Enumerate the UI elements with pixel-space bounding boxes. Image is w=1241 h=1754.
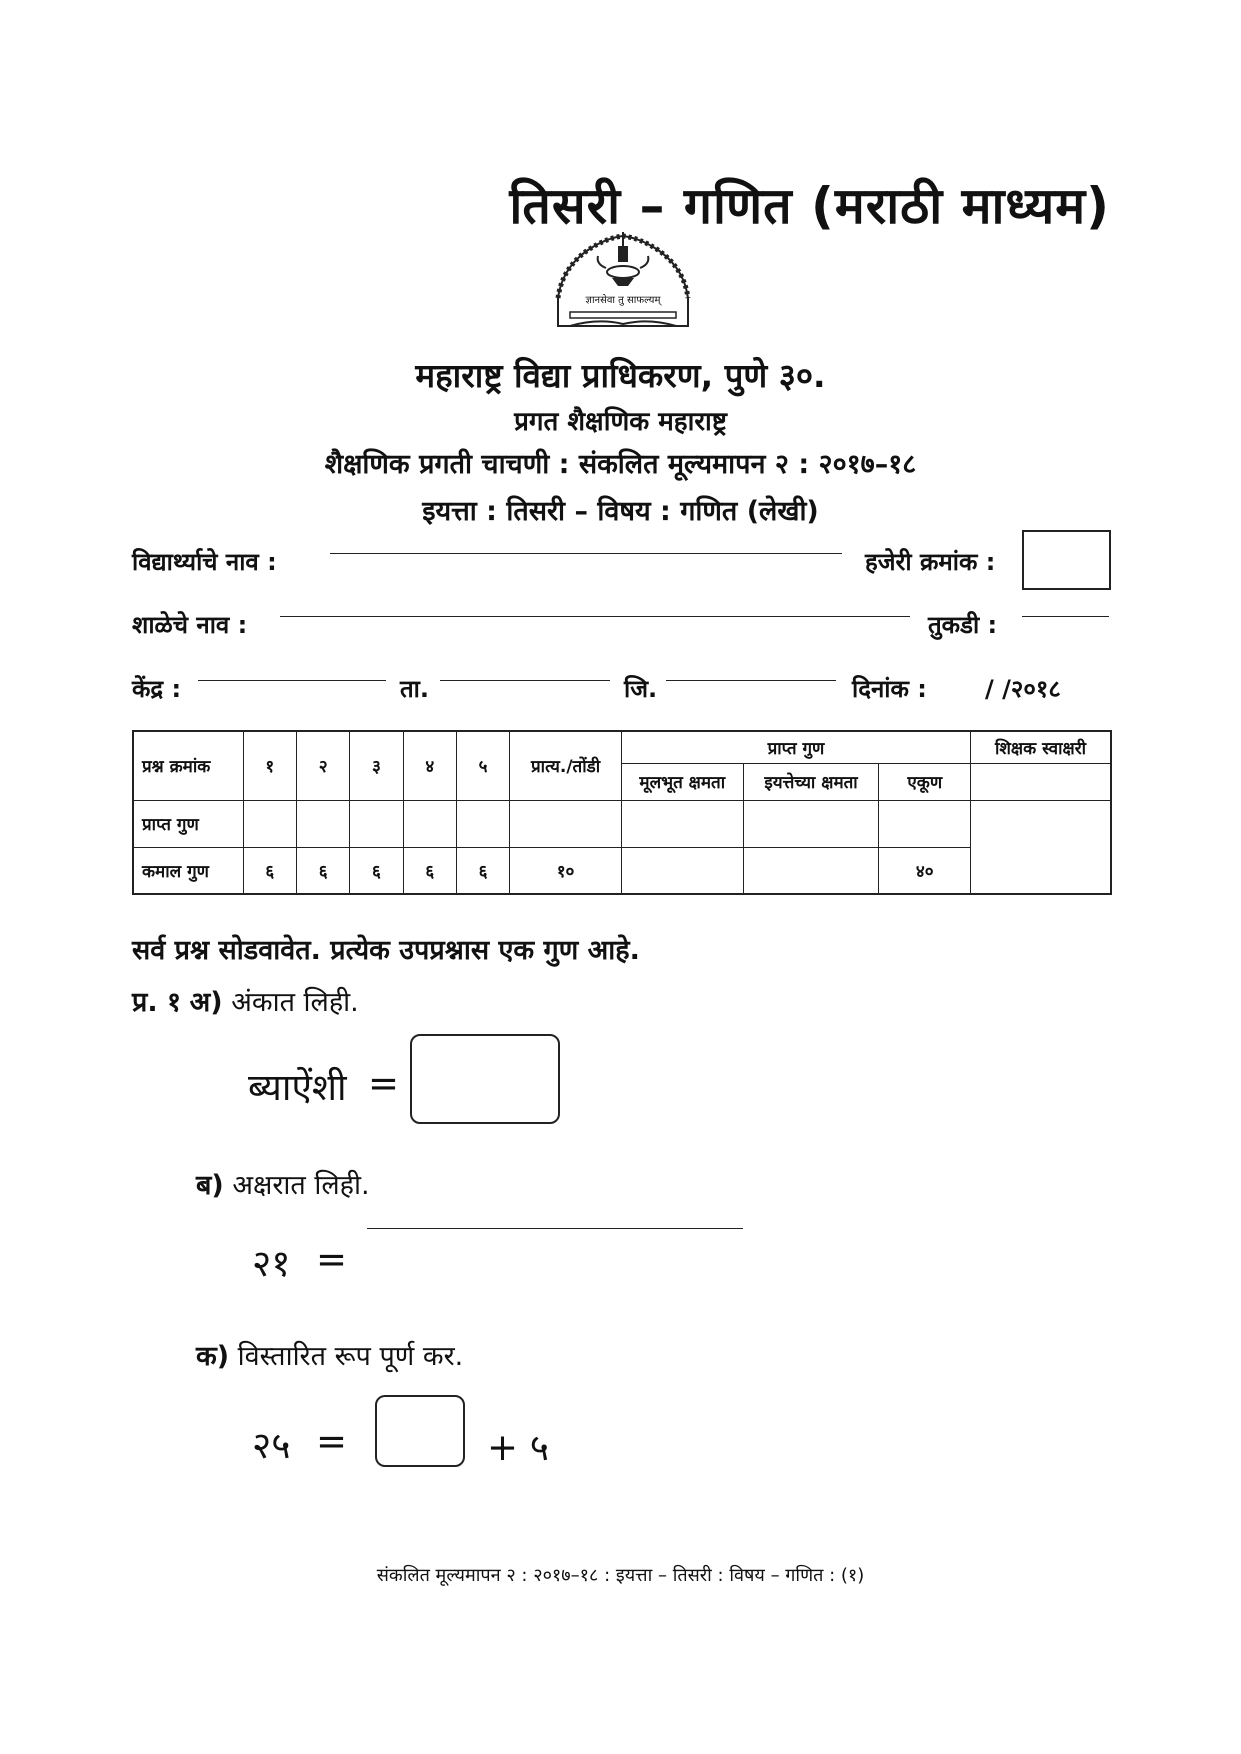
basic-ability-header: मूलभूत क्षमता bbox=[621, 764, 743, 801]
logo-motto: ज्ञानसेवा तु साफल्यम् bbox=[585, 295, 661, 306]
answer-box-c[interactable] bbox=[375, 1395, 465, 1467]
q-col-1: १ bbox=[243, 731, 296, 800]
q-col-2: २ bbox=[296, 731, 349, 800]
word-number: ब्याऐंशी bbox=[248, 1066, 347, 1109]
q-col-5: ५ bbox=[456, 731, 509, 800]
teacher-sign-header: शिक्षक स्वाक्षरी bbox=[971, 731, 1111, 764]
class-subject: इयत्ता : तिसरी – विषय : गणित (लेखी) bbox=[422, 496, 819, 527]
equals-sign: = bbox=[316, 1420, 348, 1463]
max-oral-cell: १० bbox=[510, 847, 622, 894]
max-cell: ६ bbox=[350, 847, 403, 894]
row-max-label: कमाल गुण bbox=[133, 847, 243, 894]
q-col-4: ४ bbox=[403, 731, 456, 800]
instructions: सर्व प्रश्न सोडवावेत. प्रत्येक उपप्रश्नास एक गुण आहे. bbox=[132, 935, 640, 966]
max-cell: ६ bbox=[243, 847, 296, 894]
max-total-cell: ४० bbox=[879, 847, 971, 894]
page-title: तिसरी – गणित (मराठी माध्यम) bbox=[509, 177, 1110, 235]
row-obtained-label: प्राप्त गुण bbox=[133, 800, 243, 847]
school-name-label: शाळेचे नाव : bbox=[132, 611, 248, 639]
emblem-icon bbox=[548, 228, 698, 346]
question-1-c bbox=[196, 1336, 463, 1373]
student-name-field[interactable] bbox=[330, 553, 842, 554]
max-cell: ६ bbox=[296, 847, 349, 894]
total-header: एकूण bbox=[879, 764, 971, 801]
division-label: तुकडी : bbox=[928, 611, 998, 639]
student-name-label: विद्यार्थ्याचे नाव : bbox=[132, 548, 277, 576]
program-name: प्रगत शैक्षणिक महाराष्ट्र bbox=[514, 407, 727, 437]
organization-name: महाराष्ट्र विद्या प्राधिकरण, पुणे ३०. bbox=[415, 356, 826, 395]
question-number: प्र. १ bbox=[132, 987, 182, 1018]
teacher-sign-cell[interactable] bbox=[971, 800, 1111, 894]
number-21: २१ bbox=[252, 1242, 291, 1285]
centre-label: केंद्र : bbox=[132, 675, 182, 703]
max-cell: ६ bbox=[403, 847, 456, 894]
max-basic-cell bbox=[621, 847, 743, 894]
answer-line-b[interactable] bbox=[367, 1228, 743, 1229]
centre-field[interactable] bbox=[198, 680, 386, 681]
division-field[interactable] bbox=[1022, 616, 1109, 617]
sub-c-label: क) bbox=[196, 1341, 230, 1372]
obtained-cell[interactable] bbox=[296, 800, 349, 847]
question-1-a bbox=[132, 982, 359, 1019]
sub-b-label: ब) bbox=[196, 1170, 224, 1201]
page-footer: संकलित मूल्यमापन २ : २०१७–१८ : इयत्ता – तिसरी : विषय – गणित : (१) bbox=[376, 1565, 865, 1586]
obtained-cell[interactable] bbox=[621, 800, 743, 847]
oral-header: प्रात्य./तोंडी bbox=[510, 731, 622, 800]
equals-sign: = bbox=[316, 1238, 348, 1281]
district-label: जि. bbox=[624, 675, 658, 703]
obtained-cell[interactable] bbox=[456, 800, 509, 847]
obtained-cell[interactable] bbox=[743, 800, 879, 847]
plus-five: + ५ bbox=[487, 1426, 550, 1469]
max-grade-cell bbox=[743, 847, 879, 894]
marks-table bbox=[132, 730, 1112, 895]
sub-a-label: अ) bbox=[189, 987, 223, 1018]
sub-c-text: विस्तारित रूप पूर्ण कर. bbox=[237, 1341, 464, 1372]
date-value: / /२०१८ bbox=[985, 675, 1061, 703]
taluka-field[interactable] bbox=[440, 680, 610, 681]
school-name-field[interactable] bbox=[280, 616, 910, 617]
emblem-logo bbox=[548, 228, 698, 346]
roll-number-box[interactable] bbox=[1022, 530, 1111, 590]
taluka-label: ता. bbox=[400, 675, 430, 703]
obtained-cell[interactable] bbox=[243, 800, 296, 847]
equals-sign: = bbox=[368, 1062, 400, 1105]
exam-name: शैक्षणिक प्रगती चाचणी : संकलित मूल्यमापन २ : २०१७–१८ bbox=[324, 449, 917, 480]
question-1-b bbox=[196, 1165, 370, 1202]
q-col-3: ३ bbox=[350, 731, 403, 800]
number-25: २५ bbox=[252, 1424, 291, 1467]
teacher-sign-cell-top bbox=[971, 764, 1111, 801]
date-label: दिनांक : bbox=[852, 675, 927, 703]
roll-number-label: हजेरी क्रमांक : bbox=[865, 548, 996, 576]
obtained-cell[interactable] bbox=[403, 800, 456, 847]
district-field[interactable] bbox=[666, 680, 836, 681]
answer-box-a[interactable] bbox=[410, 1034, 560, 1124]
max-cell: ६ bbox=[456, 847, 509, 894]
obtained-cell[interactable] bbox=[350, 800, 403, 847]
obtained-cell[interactable] bbox=[510, 800, 622, 847]
obtained-group-header: प्राप्त गुण bbox=[621, 731, 970, 764]
grade-ability-header: इयत्तेच्या क्षमता bbox=[743, 764, 879, 801]
sub-a-text: अंकात लिही. bbox=[231, 987, 359, 1018]
obtained-cell[interactable] bbox=[879, 800, 971, 847]
sub-b-text: अक्षरात लिही. bbox=[232, 1170, 370, 1201]
q-number-header: प्रश्न क्रमांक bbox=[133, 731, 243, 800]
